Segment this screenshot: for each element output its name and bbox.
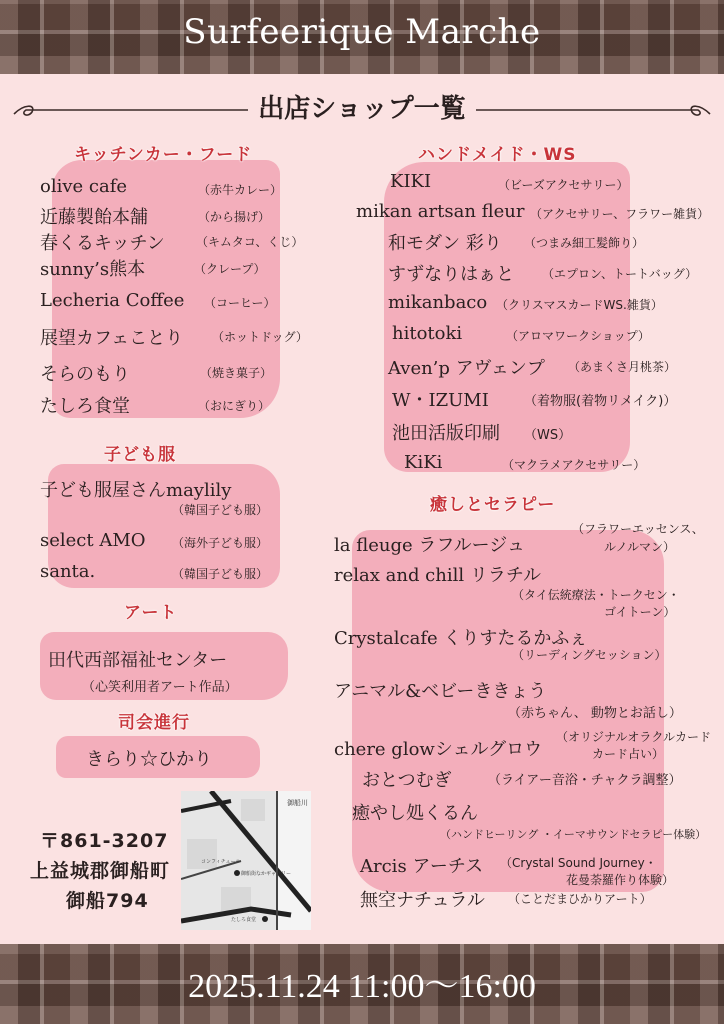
list-item-note: 花曼荼羅作り体験） (566, 873, 675, 887)
address-line-1: 上益城郡御船町 (30, 860, 171, 882)
list-item: 田代西部福祉センター (48, 650, 228, 671)
list-item-note: （ハンドヒーリング ・イーマサウンドセラピー体験） (440, 828, 707, 841)
mc-title: 司会進行 (118, 713, 190, 733)
list-item-note: （ホットドッグ） (212, 330, 308, 344)
site-title: Surfeerique Marche (183, 12, 541, 52)
list-item: W・IZUMI (392, 390, 489, 411)
list-item-note: （ことだまひかりアート） (508, 892, 652, 906)
list-item: そらのもり (40, 364, 130, 385)
address-line-2: 御船794 (66, 890, 149, 912)
list-item: santa. (40, 561, 96, 582)
list-item: Crystalcafe くりすたるかふぇ (334, 628, 588, 649)
list-item-note: （コーヒー） (204, 296, 276, 310)
list-item-note: （赤牛カレー） (198, 183, 283, 197)
list-item-note: （つまみ細工髪飾り） (524, 236, 645, 250)
list-item-note: （韓国子ども服） (172, 503, 269, 517)
list-item-note: カード占い） (592, 747, 665, 761)
list-item: 癒やし処くるん (352, 803, 478, 824)
list-item: KiKi (404, 452, 443, 473)
list-item: chere glowシェルグロウ (334, 739, 543, 760)
list-item-note: （オリジナルオラクルカード (556, 730, 712, 744)
list-item: relax and chill リラチル (334, 565, 541, 586)
list-item: すずなりはぁと (388, 264, 515, 285)
list-item: 展望カフェことり (40, 328, 184, 349)
list-item-note: （エプロン、トートバッグ） (542, 267, 698, 281)
list-item: mikanbaco (388, 292, 488, 313)
list-item: KIKI (390, 171, 432, 192)
list-item-note: （マクラメアクセサリー） (502, 458, 646, 472)
map-label: コンフィチュール (201, 859, 241, 865)
list-item-note: （Crystal Sound Journey・ (500, 856, 657, 870)
postal-code: 〒861-3207 (40, 830, 169, 852)
therapy-title: 癒しとセラピー (430, 495, 556, 515)
map-label: たしろ食堂 (231, 917, 257, 923)
list-item: たしろ食堂 (40, 396, 130, 417)
list-item-note: （韓国子ども服） (172, 567, 269, 581)
list-item: Lecheria Coffee (40, 290, 185, 311)
list-item-note: ゴイトーン） (604, 605, 676, 619)
list-item: 無空ナチュラル (360, 890, 485, 911)
list-item-note: （焼き菓子） (200, 366, 273, 380)
list-item: Aven’p アヴェンプ (388, 358, 545, 379)
list-item-note: （クリスマスカードWS.雑貨） (496, 298, 663, 312)
list-item: 近藤製飴本舗 (40, 207, 148, 228)
list-item-note: （おにぎり） (198, 399, 271, 413)
handmade-title: ハンドメイド・WS (418, 145, 577, 165)
list-item: 池田活版印刷 (392, 423, 500, 444)
list-item: sunny’s熊本 (40, 259, 146, 280)
list-item-note: （ビーズアクセサリー） (498, 178, 629, 192)
map-label: 御船街なかギャラリー (241, 871, 292, 877)
art-title: アート (124, 603, 178, 623)
map-pin-icon (262, 916, 268, 922)
list-item-note: （キムタコ、くじ） (196, 235, 304, 249)
list-item: 子ども服屋さんmaylily (40, 480, 232, 501)
list-item: 春くるキッチン (40, 233, 165, 254)
list-item-note: （あまくさ月桃茶） (568, 360, 677, 374)
list-item-note: （心笑利用者アート作品） (82, 680, 238, 695)
map-label: 御船川 (287, 799, 308, 807)
list-item: アニマル&ベビーききょう (334, 681, 547, 702)
list-item: Arcis アーチス (360, 856, 484, 877)
list-item-note: （ライアー音浴・チャクラ調整） (488, 773, 682, 788)
list-item-note: （リーディングセッション） (512, 648, 667, 662)
list-item: きらり☆ひかり (86, 749, 212, 770)
list-item-note: （タイ伝統療法・トークセン・ (512, 588, 680, 602)
list-item-note: （フラワーエッセンス、 (572, 522, 704, 536)
list-item: hitotoki (392, 323, 463, 344)
map-graphic (181, 791, 311, 930)
map-pin-icon (234, 870, 240, 876)
event-datetime: 2025.11.24 11:00～16:00 (188, 968, 536, 1005)
list-item-note: （着物服(着物リメイク)） (524, 394, 677, 409)
list-item: la fleuge ラフルージュ (334, 535, 525, 556)
list-item-note: （アロマワークショップ） (506, 329, 650, 343)
list-item-note: （から揚げ） (198, 210, 271, 224)
list-item-note: （赤ちゃん、 動物とお話し） (508, 706, 682, 721)
list-item-note: （クレープ） (194, 262, 266, 276)
main-heading: 出店ショップ一覧 (0, 88, 724, 125)
location-map (181, 791, 311, 930)
list-item: olive cafe (40, 176, 128, 197)
list-item: mikan artsan fleur (356, 201, 525, 222)
list-item: select AMO (40, 530, 146, 551)
list-item: おとつむぎ (362, 770, 452, 791)
list-item: 和モダン 彩り (388, 233, 502, 254)
list-item-note: （アクセサリー、フラワー雑貨） (530, 207, 710, 221)
list-item-note: （WS） (524, 428, 572, 443)
list-item-note: ルノルマン） (604, 540, 676, 554)
kitchen-title: キッチンカー・フード (74, 145, 253, 165)
kids-title: 子ども服 (104, 445, 176, 465)
list-item-note: （海外子ども服） (172, 536, 269, 550)
